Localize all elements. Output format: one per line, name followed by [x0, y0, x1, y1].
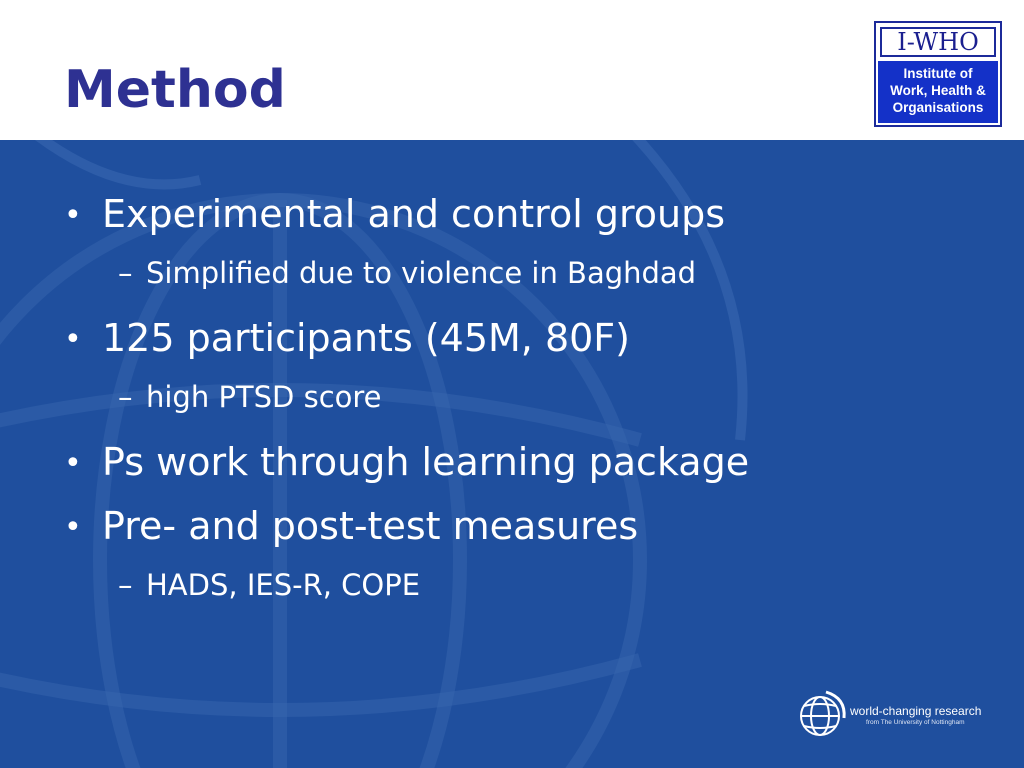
logo-acronym: I-WHO — [880, 27, 996, 57]
logo-line: Institute of — [903, 66, 973, 81]
footer-branding — [796, 688, 996, 742]
logo-institute-name — [878, 61, 998, 123]
sub-bullet-item — [118, 378, 382, 416]
sub-bullet-item — [118, 254, 696, 292]
bullet-glyph: • — [64, 322, 82, 357]
bullet-glyph: • — [64, 446, 82, 481]
logo-line: Organisations — [892, 100, 984, 115]
globe-icon — [796, 688, 848, 740]
bullet-text: Pre- and post-test measures — [102, 504, 639, 548]
bullet-text: 125 participants (45M, 80F) — [102, 316, 630, 360]
slide-content — [0, 140, 1024, 768]
slide-title: Method — [64, 60, 286, 120]
bullet-glyph: • — [64, 510, 82, 545]
sub-bullet-glyph: – — [118, 380, 133, 414]
logo-line: Work, Health & — [890, 83, 986, 98]
bullet-item — [64, 438, 749, 488]
bullet-text: Experimental and control groups — [102, 192, 726, 236]
sub-bullet-glyph: – — [118, 568, 133, 602]
footer-tagline: world-changing research — [850, 704, 982, 718]
bullet-item — [64, 190, 725, 240]
sub-bullet-glyph: – — [118, 256, 133, 290]
bullet-text: Ps work through learning package — [102, 440, 750, 484]
sub-bullet-text: Simplified due to violence in Baghdad — [146, 256, 697, 290]
bullet-item — [64, 314, 630, 364]
footer-subline: from The University of Nottingham — [866, 719, 965, 726]
sub-bullet-item — [118, 566, 420, 604]
bullet-glyph: • — [64, 198, 82, 233]
sub-bullet-text: high PTSD score — [146, 380, 382, 414]
iwho-logo — [874, 21, 1002, 127]
slide-header — [0, 0, 1024, 140]
slide-body — [0, 140, 1024, 768]
sub-bullet-text: HADS, IES-R, COPE — [146, 568, 421, 602]
bullet-item — [64, 502, 638, 552]
